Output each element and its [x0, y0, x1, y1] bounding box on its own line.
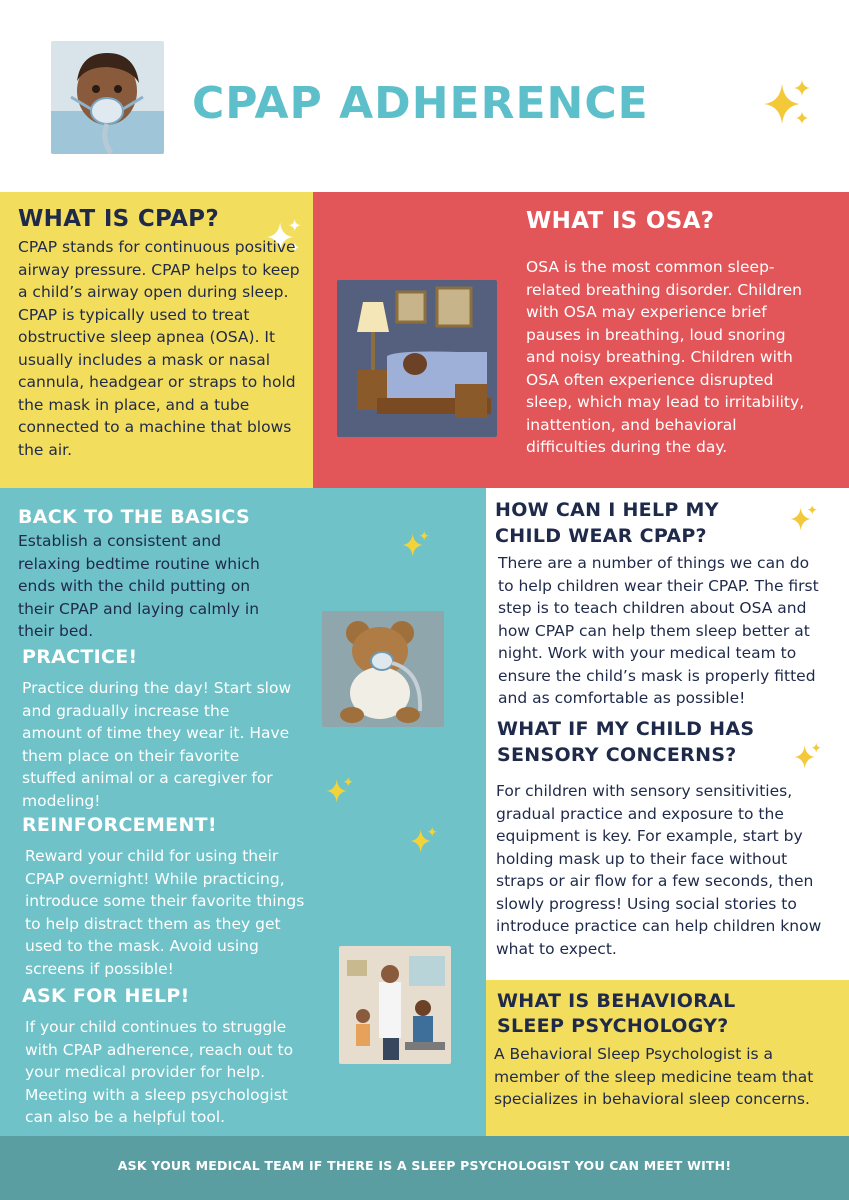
what-is-osa-heading: WHAT IS OSA?: [526, 208, 715, 234]
sparkle-icon: [400, 530, 430, 560]
ask-for-help-heading: ASK FOR HELP!: [22, 985, 190, 1007]
page-title: CPAP ADHERENCE: [192, 78, 649, 129]
sparkle-icon: [408, 826, 438, 856]
child-sleeping-in-bed-image: [337, 280, 497, 437]
reinforcement-body: Reward your child for using their CPAP overnight! While practicing, introduce some their favorite things to help distract them as they get used to the mask. Avoid using screens if possible!: [25, 847, 305, 978]
child-with-cpap-mask-image: [51, 41, 164, 154]
sparkle-icon: [792, 742, 822, 772]
back-to-basics-body: Establish a consistent and relaxing bedtime routine which ends with the child putting on their CPAP and laying calmly in their bed.: [18, 532, 260, 640]
doctor-visit-image: [339, 946, 451, 1064]
what-is-osa-body: OSA is the most common sleep-related breathing disorder. Children with OSA may experience brief pauses in breathing, loud snoring and noisy breathing. Children with OSA often experience disrupted sleep, which may lead to irritability, inattention, and behavioral difficulties during the day.: [526, 258, 805, 456]
reinforcement-heading: REINFORCEMENT!: [22, 814, 217, 836]
practice-heading: PRACTICE!: [22, 646, 138, 668]
teddy-bear-with-cpap-image: [322, 611, 444, 727]
behavioral-sleep-psychology-heading-line2: SLEEP PSYCHOLOGY?: [497, 1015, 729, 1037]
behavioral-sleep-psychology-body: A Behavioral Sleep Psychologist is a member of the sleep medicine team that specializes in behavioral sleep concerns.: [494, 1045, 814, 1108]
footer-text: ASK YOUR MEDICAL TEAM IF THERE IS A SLEEP PSYCHOLOGIST YOU CAN MEET WITH!: [117, 1158, 732, 1173]
how-can-i-help-heading-line1: HOW CAN I HELP MY: [495, 499, 719, 521]
sensory-heading-line2: SENSORY CONCERNS?: [497, 744, 737, 766]
sensory-heading-line1: WHAT IF MY CHILD HAS: [497, 718, 755, 740]
sparkle-icon: [324, 776, 354, 806]
how-can-i-help-heading-line2: CHILD WEAR CPAP?: [495, 525, 707, 547]
practice-body: Practice during the day! Start slow and gradually increase the amount of time they wear it. Have them place on their favorite stuffed animal or a caregiver for modeling!: [22, 679, 292, 810]
how-can-i-help-body: There are a number of things we can do to help children wear their CPAP. The first step is to teach children about OSA and how CPAP can help them sleep better at night. Work with your medical team to ensure the child’s mask is properly fitted and as comfortable as possible!: [498, 554, 819, 707]
back-to-basics-heading: BACK TO THE BASICS: [18, 506, 250, 528]
sensory-body: For children with sensory sensitivities, gradual practice and exposure to the equipment is key. For example, start by holding mask up to their face without straps or air flow for a few seconds, then slowly progress! Using social stories to introduce practice can help children know what to expect.: [496, 782, 822, 958]
sparkle-icon: [788, 504, 818, 534]
what-is-cpap-body: CPAP stands for continuous positive airway pressure. CPAP helps to keep a child’s airway open during sleep. CPAP is typically used to treat obstructive sleep apnea (OSA). It usually includes a mask or nasal cannula, headgear or straps to hold the mask in place, and a tube connected to a machine that blows the air.: [18, 238, 300, 459]
behavioral-sleep-psychology-heading-line1: WHAT IS BEHAVIORAL: [497, 990, 736, 1012]
sparkle-icon: [760, 78, 812, 130]
what-is-cpap-heading: WHAT IS CPAP?: [18, 206, 219, 232]
ask-for-help-body: If your child continues to struggle with CPAP adherence, reach out to your medical provider for help. Meeting with a sleep psychologist can also be a helpful tool.: [25, 1018, 294, 1126]
